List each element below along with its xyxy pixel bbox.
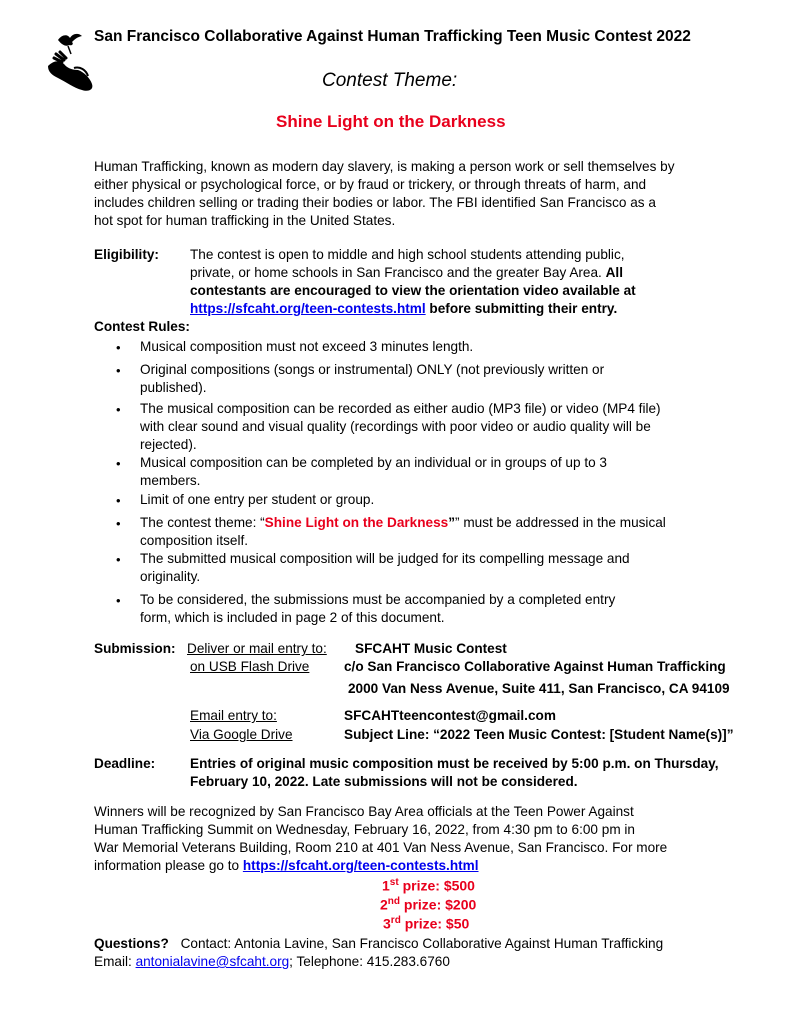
prize-2 (380, 896, 476, 913)
rule-item-2: Original compositions (songs or instrumental) ONLY (not previously written or published). (140, 362, 605, 395)
page-title: San Francisco Collaborative Against Human Trafficking Teen Music Contest 2022 (94, 28, 691, 45)
telephone-text: ; Telephone: 415.283.6760 (289, 954, 450, 969)
intro-line-3: includes children selling or trading their bodies or labor. The FBI identified San Francisco as a (94, 195, 656, 210)
intro-line-4: hot spot for human trafficking in the United States. (94, 213, 396, 228)
email-entry-label: Email entry to: (190, 708, 277, 723)
bullet: • (116, 402, 121, 417)
prize-1-suffix: st (389, 877, 399, 888)
rule-item-4: Musical composition can be completed by an individual or in groups of up to 3 members. (140, 455, 607, 488)
winners-line-1: Winners will be recognized by San Francisco Bay Area officials at the Teen Power Against (94, 804, 634, 819)
bullet: • (116, 456, 121, 471)
orientation-video-link[interactable]: https://sfcaht.org/teen-contests.html (190, 301, 426, 316)
eligibility-line-1: The contest is open to middle and high school students attending public, (190, 247, 625, 262)
bullet: • (116, 552, 121, 567)
subject-line: Subject Line: “2022 Teen Music Contest: [Student Name(s)]” (344, 727, 734, 742)
contest-info-link[interactable]: https://sfcaht.org/teen-contests.html (242, 858, 479, 873)
deadline-label: Deadline: (94, 756, 156, 771)
contest-theme: Shine Light on the Darkness (276, 112, 506, 131)
contest-rules-label: Contest Rules: (94, 319, 190, 334)
rule-item-8: To be considered, the submissions must be accompanied by a completed entry form, which is included in page 2 of this document. (140, 592, 616, 625)
eligibility-line-2 (190, 264, 623, 282)
prize-3-suffix: rd (390, 915, 401, 926)
rule-theme-pre: The contest theme: “ (140, 515, 265, 530)
winners-line-2: Human Trafficking Summit on Wednesday, February 16, 2022, from 4:30 pm to 6:00 pm in (94, 822, 635, 837)
prize-2-amount: prize: $200 (403, 896, 477, 913)
bullet: • (116, 340, 121, 355)
deadline-line-2: February 10, 2022. Late submissions will not be considered. (190, 774, 578, 789)
rule-theme-highlight: Shine Light on the Darkness (264, 515, 449, 530)
rule-item-theme (140, 514, 685, 550)
deliver-label: Deliver or mail entry to: (187, 641, 327, 656)
prize-1-amount: prize: $500 (402, 877, 475, 894)
contest-email: SFCAHTteencontest@gmail.com (344, 708, 556, 723)
rule-theme-post: ” must be addressed in the musical composition itself. (140, 515, 666, 548)
contest-name: SFCAHT Music Contest (355, 641, 507, 656)
eligibility-label: Eligibility: (94, 247, 159, 262)
deadline-line-1: Entries of original music composition must be received by 5:00 p.m. on Thursday, (190, 756, 719, 771)
google-drive-label: Via Google Drive (190, 727, 293, 742)
bullet: • (116, 493, 121, 508)
eligibility-line-3: contestants are encouraged to view the orientation video available at (190, 283, 636, 298)
eligibility-line-4 (190, 300, 617, 318)
eligibility-line-2-text: private, or home schools in San Francisco and the greater Bay Area. (190, 265, 602, 280)
questions-line (94, 935, 663, 953)
mailing-address: 2000 Van Ness Avenue, Suite 411, San Francisco, CA 94109 (348, 681, 730, 696)
prize-3-number: 3 (383, 915, 391, 932)
email-label: Email: (94, 954, 132, 969)
co-line: c/o San Francisco Collaborative Against Human Trafficking (344, 659, 726, 674)
contact-line (94, 953, 450, 971)
prize-3-amount: prize: $50 (404, 915, 470, 932)
prize-3 (383, 915, 469, 932)
intro-line-2: either physical or psychological force, or by fraud or trickery, or through threats of harm, and (94, 177, 647, 192)
rule-item-5: Limit of one entry per student or group. (140, 492, 375, 507)
contact-email-link[interactable]: antonialavine@sfcaht.org (135, 954, 290, 969)
rule-item-1: Musical composition must not exceed 3 minutes length. (140, 339, 474, 354)
eligibility-line-4-text: before submitting their entry. (429, 301, 618, 316)
eligibility-line-2-bold: All (605, 265, 623, 280)
contact-text: Contact: Antonia Lavine, San Francisco Collaborative Against Human Trafficking (180, 936, 664, 951)
rule-theme-quote: ” (448, 515, 456, 530)
bullet: • (116, 363, 121, 378)
prize-1-number: 1 (382, 877, 390, 894)
winners-line-4 (94, 857, 479, 875)
bullet: • (116, 516, 121, 531)
questions-label: Questions? (94, 936, 169, 951)
winners-info-text: information please go to (94, 858, 240, 873)
winners-line-3: War Memorial Veterans Building, Room 210 at 401 Van Ness Avenue, San Francisco. For more (94, 840, 668, 855)
bullet: • (116, 593, 121, 608)
prize-2-suffix: nd (387, 896, 401, 907)
intro-line-1: Human Trafficking, known as modern day slavery, is making a person work or sell themselves by (94, 159, 675, 174)
prize-2-number: 2 (380, 896, 388, 913)
usb-label: on USB Flash Drive (190, 659, 310, 674)
prize-1 (382, 877, 475, 894)
contest-theme-label: Contest Theme: (322, 70, 458, 91)
rule-item-7: The submitted musical composition will be judged for its compelling message and originality. (140, 551, 630, 584)
rule-item-3: The musical composition can be recorded as either audio (MP3 file) or video (MP4 file) with clear sound and visual quality (recordings with poor video or audio quality will be rejected). (140, 401, 661, 452)
submission-label: Submission: (94, 641, 176, 656)
